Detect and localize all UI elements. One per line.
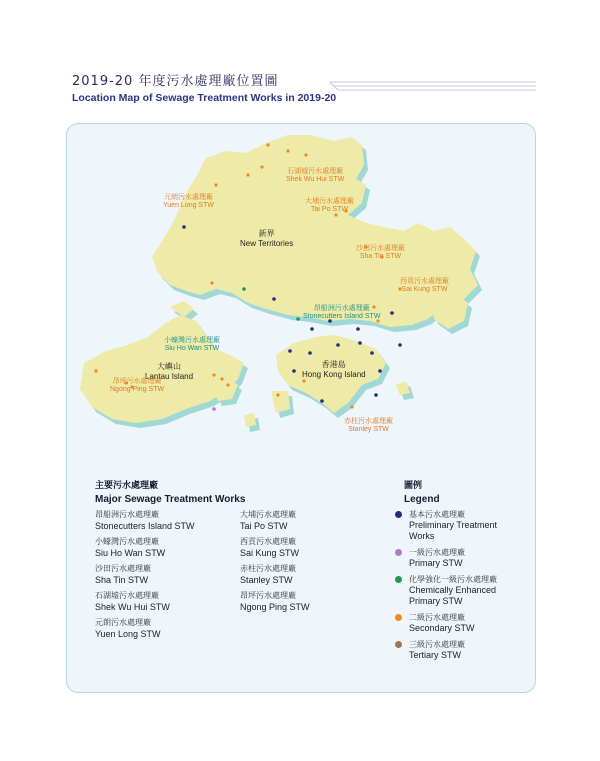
list-item: 元朗污水處理廠 Yuen Long STW [95, 618, 161, 639]
legend-item-preliminary: 基本污水處理廠 Preliminary Treatment Works [394, 509, 504, 542]
legend-item-tertiary: 三級污水處理廠 Tertiary STW [394, 639, 504, 661]
label-yuen-long: 元朗污水處理廠 Yuen Long STW [163, 194, 214, 209]
label-sha-tin: 沙田污水處理廠 Sha Tin STW [356, 245, 405, 260]
marker-dot-icon [395, 641, 402, 648]
label-sai-kung: 西貢污水處理廠 Sai Kung STW [400, 278, 449, 293]
legend-item-primary: 一級污水處理廠 Primary STW [394, 547, 504, 569]
list-item: 昂船洲污水處理廠 Stonecutters Island STW [95, 510, 195, 531]
list-item: 石湖墟污水處理廠 Shek Wu Hui STW [95, 591, 170, 612]
decorative-lines [330, 78, 540, 102]
marker-dot-icon [395, 614, 402, 621]
label-ngong-ping: 昂坪污水處理廠 Ngong Ping STW [110, 378, 165, 393]
legend-item-secondary: 二級污水處理廠 Secondary STW [394, 612, 504, 634]
label-siu-ho-wan: 小蠔灣污水處理廠 Siu Ho Wan STW [164, 337, 220, 352]
label-stonecutters-island: 昂船洲污水處理廠 Stonecutters Island STW [303, 305, 381, 320]
area-label-new-territories: 新界 New Territories [240, 229, 294, 248]
label-shek-wu-hui: 石湖墟污水處理廠 Shek Wu Hui STW [286, 168, 345, 183]
major-works-column-2 [240, 509, 310, 617]
list-item: 沙田污水處理廠 Sha Tin STW [95, 564, 151, 585]
legend [394, 509, 504, 666]
legend-heading: 圖例 Legend [404, 481, 440, 505]
list-item: 西貢污水處理廠 Sai Kung STW [240, 537, 300, 558]
list-item: 赤柱污水處理廠 Stanley STW [240, 564, 296, 585]
list-item: 小蠔灣污水處理廠 Siu Ho Wan STW [95, 537, 166, 558]
major-works-heading: 主要污水處理廠 Major Sewage Treatment Works [95, 481, 246, 505]
title-english: Location Map of Sewage Treatment Works in 2019-20 [72, 92, 337, 104]
list-item: 大埔污水處理廠 Tai Po STW [240, 510, 296, 531]
legend-item-chemically-enhanced: 化學強化一級污水處理廠 Chemically Enhanced Primary STW [394, 574, 504, 607]
page-header [72, 70, 336, 104]
area-label-lantau: 大嶼山 Lantau Island [145, 362, 194, 381]
marker-dot-icon [395, 511, 402, 518]
title-chinese: 2019-20 年度污水處理廠位置圖 [72, 74, 279, 89]
area-label-hong-kong-island: 香港島 Hong Kong Island [302, 360, 366, 379]
major-works-column-1 [95, 509, 195, 644]
list-item: 昂坪污水處理廠 Ngong Ping STW [240, 591, 310, 612]
label-stanley: 赤柱污水處理廠 Stanley STW [344, 418, 393, 433]
marker-dot-icon [395, 549, 402, 556]
label-tai-po: 大埔污水處理廠 Tai Po STW [305, 198, 354, 213]
marker-dot-icon [395, 576, 402, 583]
